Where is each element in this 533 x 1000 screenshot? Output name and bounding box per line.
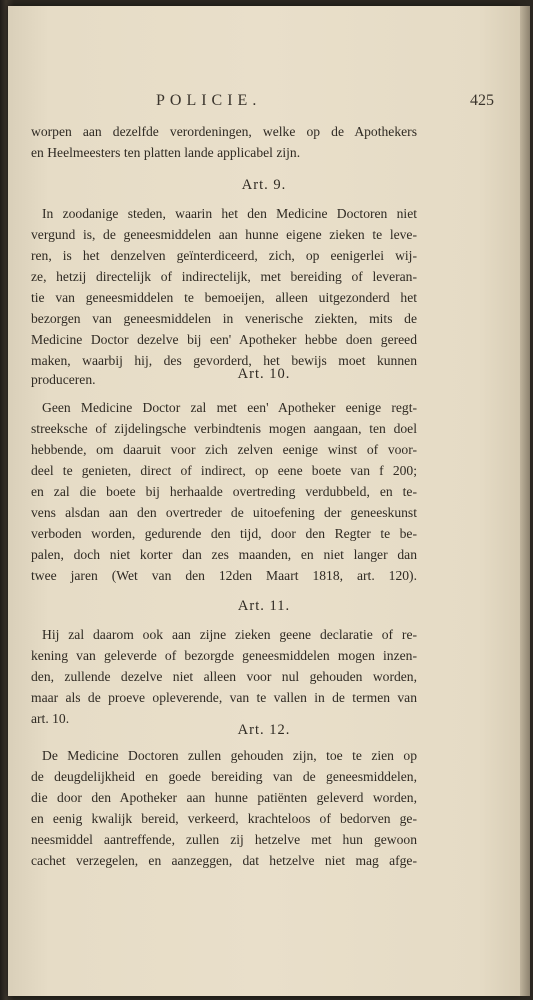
text-line: maar als de proeve opleverende, van te vallen in de termen van	[31, 690, 417, 705]
text-line: Geen Medicine Doctor zal met een' Apotheker eenige regt-	[42, 400, 417, 415]
article-heading: Art. 9.	[241, 177, 287, 193]
article-heading: Art. 11.	[237, 598, 291, 614]
text-line: In zoodanige steden, waarin het den Medicine Doctoren niet	[42, 206, 417, 221]
text-line: Medicine Doctor dezelve bij een' Apotheker hebbe doen gereed	[31, 332, 417, 347]
text-line: De Medicine Doctoren zullen gehouden zijn, toe te zien op	[42, 748, 417, 763]
text-line: bezorgen van geneesmiddelen in venerische ziekten, mits de	[31, 311, 417, 326]
text-line: twee jaren (Wet van den 12den Maart 1818, art. 120).	[31, 568, 417, 583]
article-heading: Art. 10.	[237, 366, 291, 382]
text-line: de deugdelijkheid en goede bereiding van de geneesmiddelen,	[31, 769, 417, 784]
running-title: POLICIE.	[156, 92, 262, 109]
text-line: maken, waarbij hij, des gevorderd, het bewijs moet kunnen	[31, 353, 417, 368]
text-line: neesmiddel aantreffende, zullen zij hetzelve met hun gewoon	[31, 832, 417, 847]
page-edge	[520, 6, 530, 996]
text-line: vens alsdan aan den overtreder de uitoefening der geneeskunst	[31, 505, 417, 520]
book-page	[8, 6, 520, 996]
text-line: produceren.	[31, 372, 96, 387]
page-number: 425	[470, 92, 494, 109]
text-line: cachet verzegelen, en aanzeggen, dat hetzelve niet mag afge-	[31, 853, 417, 868]
text-line: art. 10.	[31, 711, 70, 726]
text-line: ren, is het denzelven geïnterdiceerd, zich, op eenigerlei wij-	[31, 248, 417, 263]
text-line: verboden worden, gedurende den tijd, door den Regter te be-	[31, 526, 417, 541]
text-line: die door den Apotheker aan hunne patiënten geleverd worden,	[31, 790, 417, 805]
text-line: streeksche of zijdelingsche verbindtenis mogen aangaan, ten doel	[31, 421, 417, 436]
text-line: en Heelmeesters ten platten lande applicabel zijn.	[31, 145, 301, 160]
text-line: den, zullende dezelve niet alleen voor nul gehouden worden,	[31, 669, 417, 684]
text-line: vergund is, de geneesmiddelen aan hunne eigene zieken te leve-	[31, 227, 417, 242]
text-line: Hij zal daarom ook aan zijne zieken geene declaratie of re-	[42, 627, 417, 642]
text-line: worpen aan dezelfde verordeningen, welke op de Apothekers	[31, 124, 417, 139]
text-line: kening van geleverde of bezorgde geneesmiddelen mogen inzen-	[31, 648, 417, 663]
page-header	[8, 92, 520, 116]
text-line: deel te genieten, direct of indirect, op eene boete van f 200;	[31, 463, 417, 478]
article-heading: Art. 12.	[237, 722, 291, 738]
text-line: en eenig kwalijk bereid, verkeerd, krachteloos of bedorven ge-	[31, 811, 417, 826]
text-line: palen, doch niet korter dan zes maanden, en niet langer dan	[31, 547, 417, 562]
text-line: en zal die boete bij herhaalde overtreding verdubbeld, en te-	[31, 484, 417, 499]
text-line: tie van geneesmiddelen te bemoeijen, alleen uitgezonderd het	[31, 290, 417, 305]
text-line: hebbende, om daaruit voor zich zelven eenige winst of voor-	[31, 442, 417, 457]
text-line: ze, hetzij directelijk of indirectelijk, met bereiding of leveran-	[31, 269, 417, 284]
